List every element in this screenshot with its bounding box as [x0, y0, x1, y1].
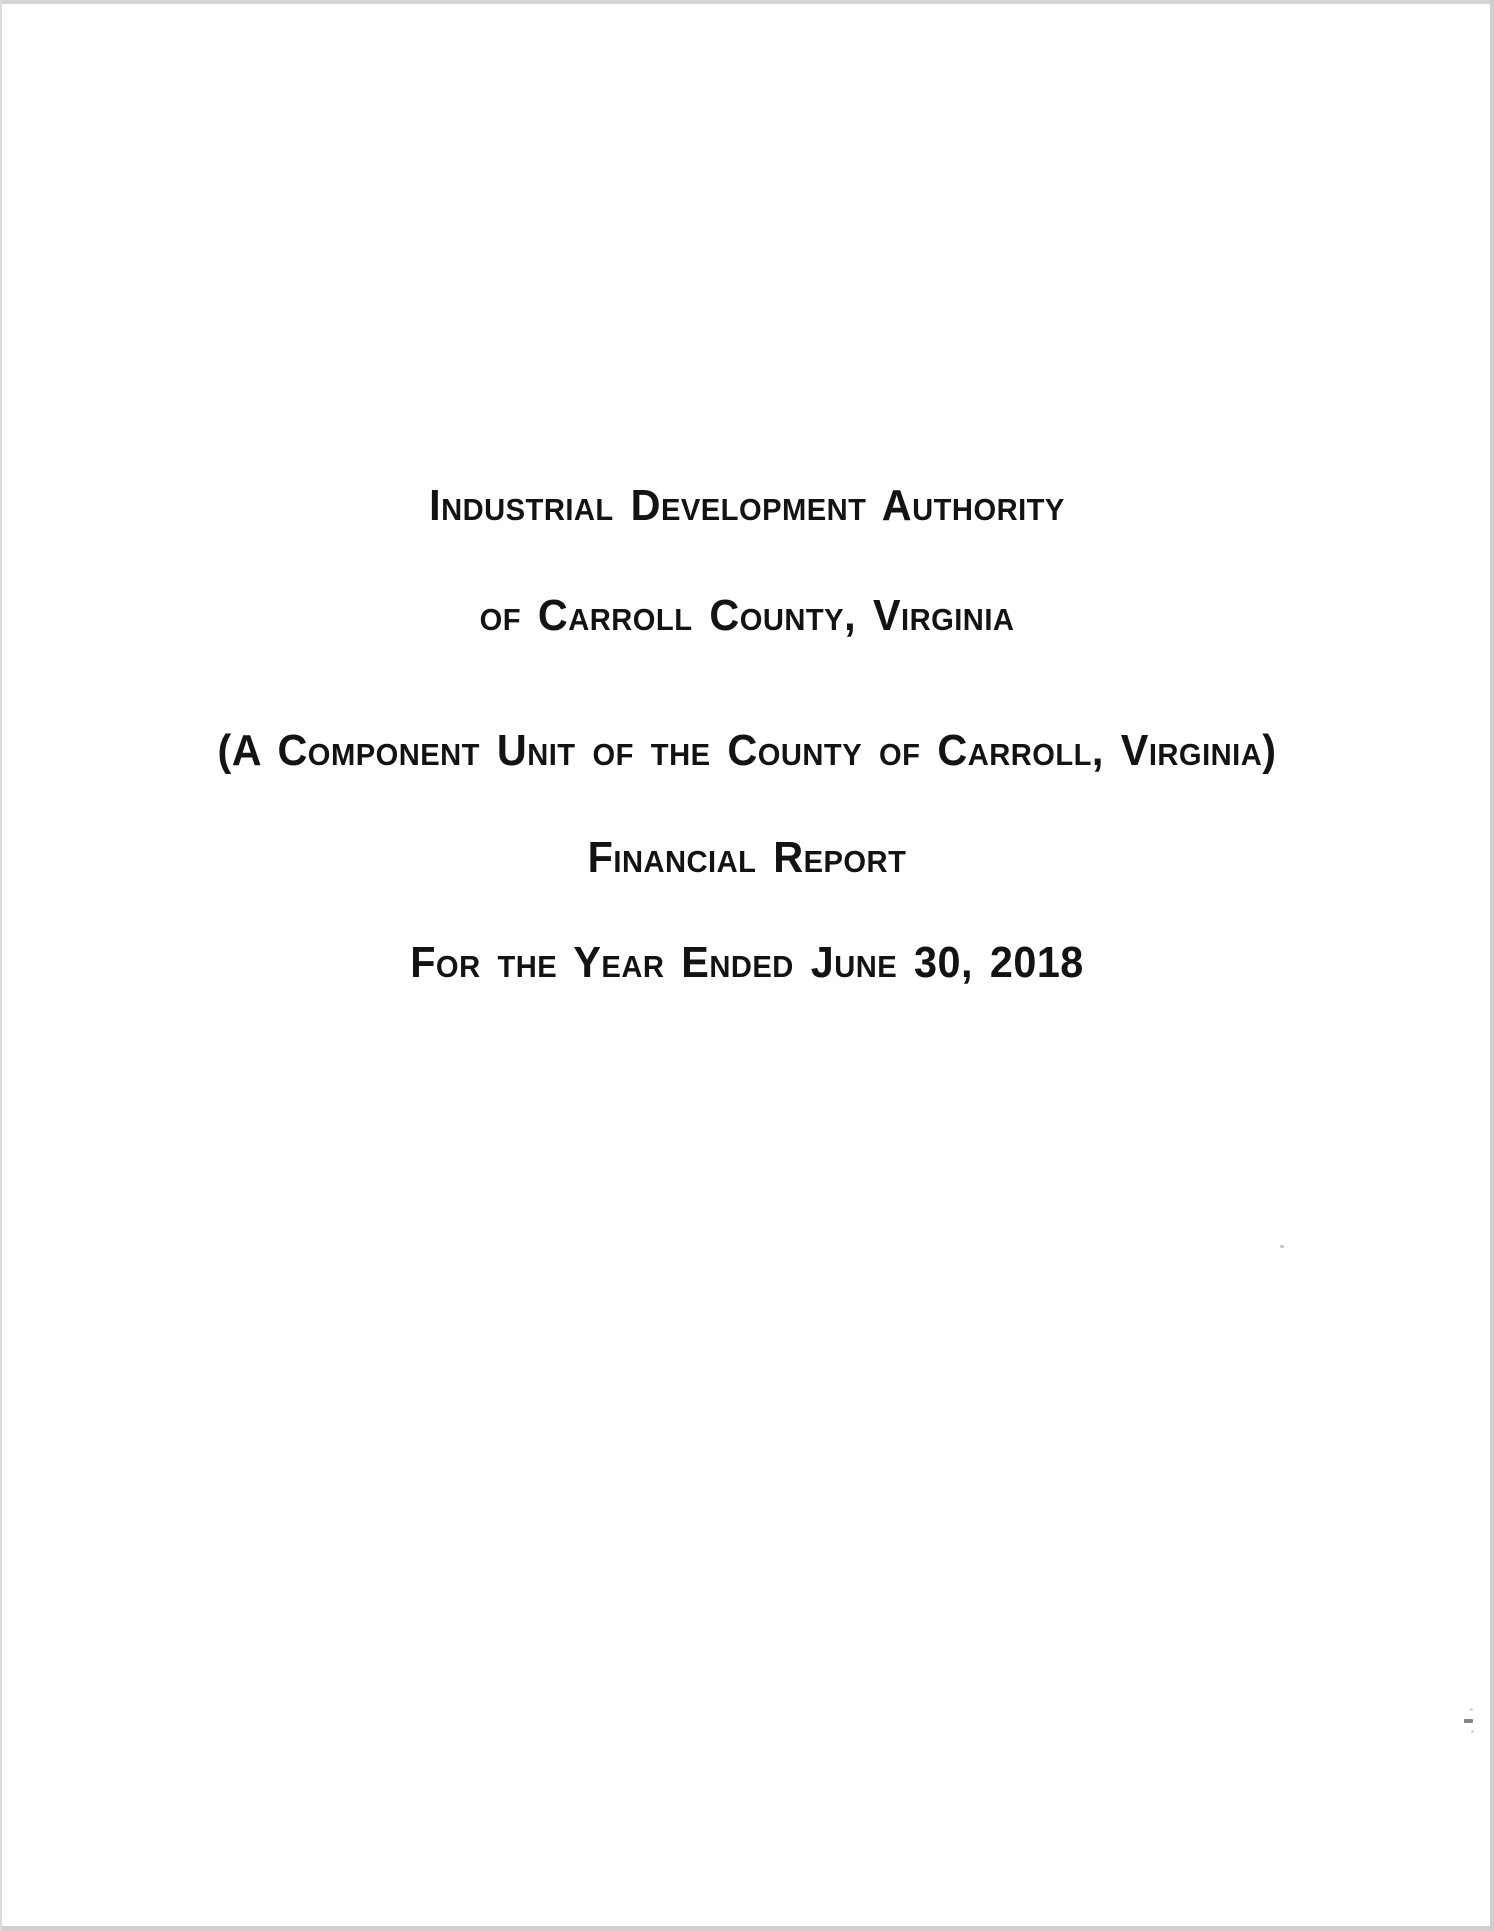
title-component-unit-note: (A Component Unit of the County of Carroll, Virginia): [217, 726, 1277, 775]
scan-edge-bottom: [0, 1926, 1494, 1931]
scan-artifact-speck-4: [1471, 1730, 1474, 1733]
scan-edge-left: [0, 0, 2, 1931]
scan-artifact-speck-2: [1464, 1719, 1473, 1723]
scan-artifact-speck-3: [1470, 1708, 1473, 1711]
scan-edge-right: [1490, 0, 1494, 1931]
title-county-name: of Carroll County, Virginia: [479, 591, 1015, 640]
scan-edge-top: [0, 0, 1494, 4]
title-report-type: Financial Report: [587, 833, 907, 882]
scan-artifact-speck-1: [1280, 1245, 1284, 1248]
title-report-period: For the Year Ended June 30, 2018: [410, 938, 1084, 987]
title-authority-name: Industrial Development Authority: [429, 481, 1065, 530]
